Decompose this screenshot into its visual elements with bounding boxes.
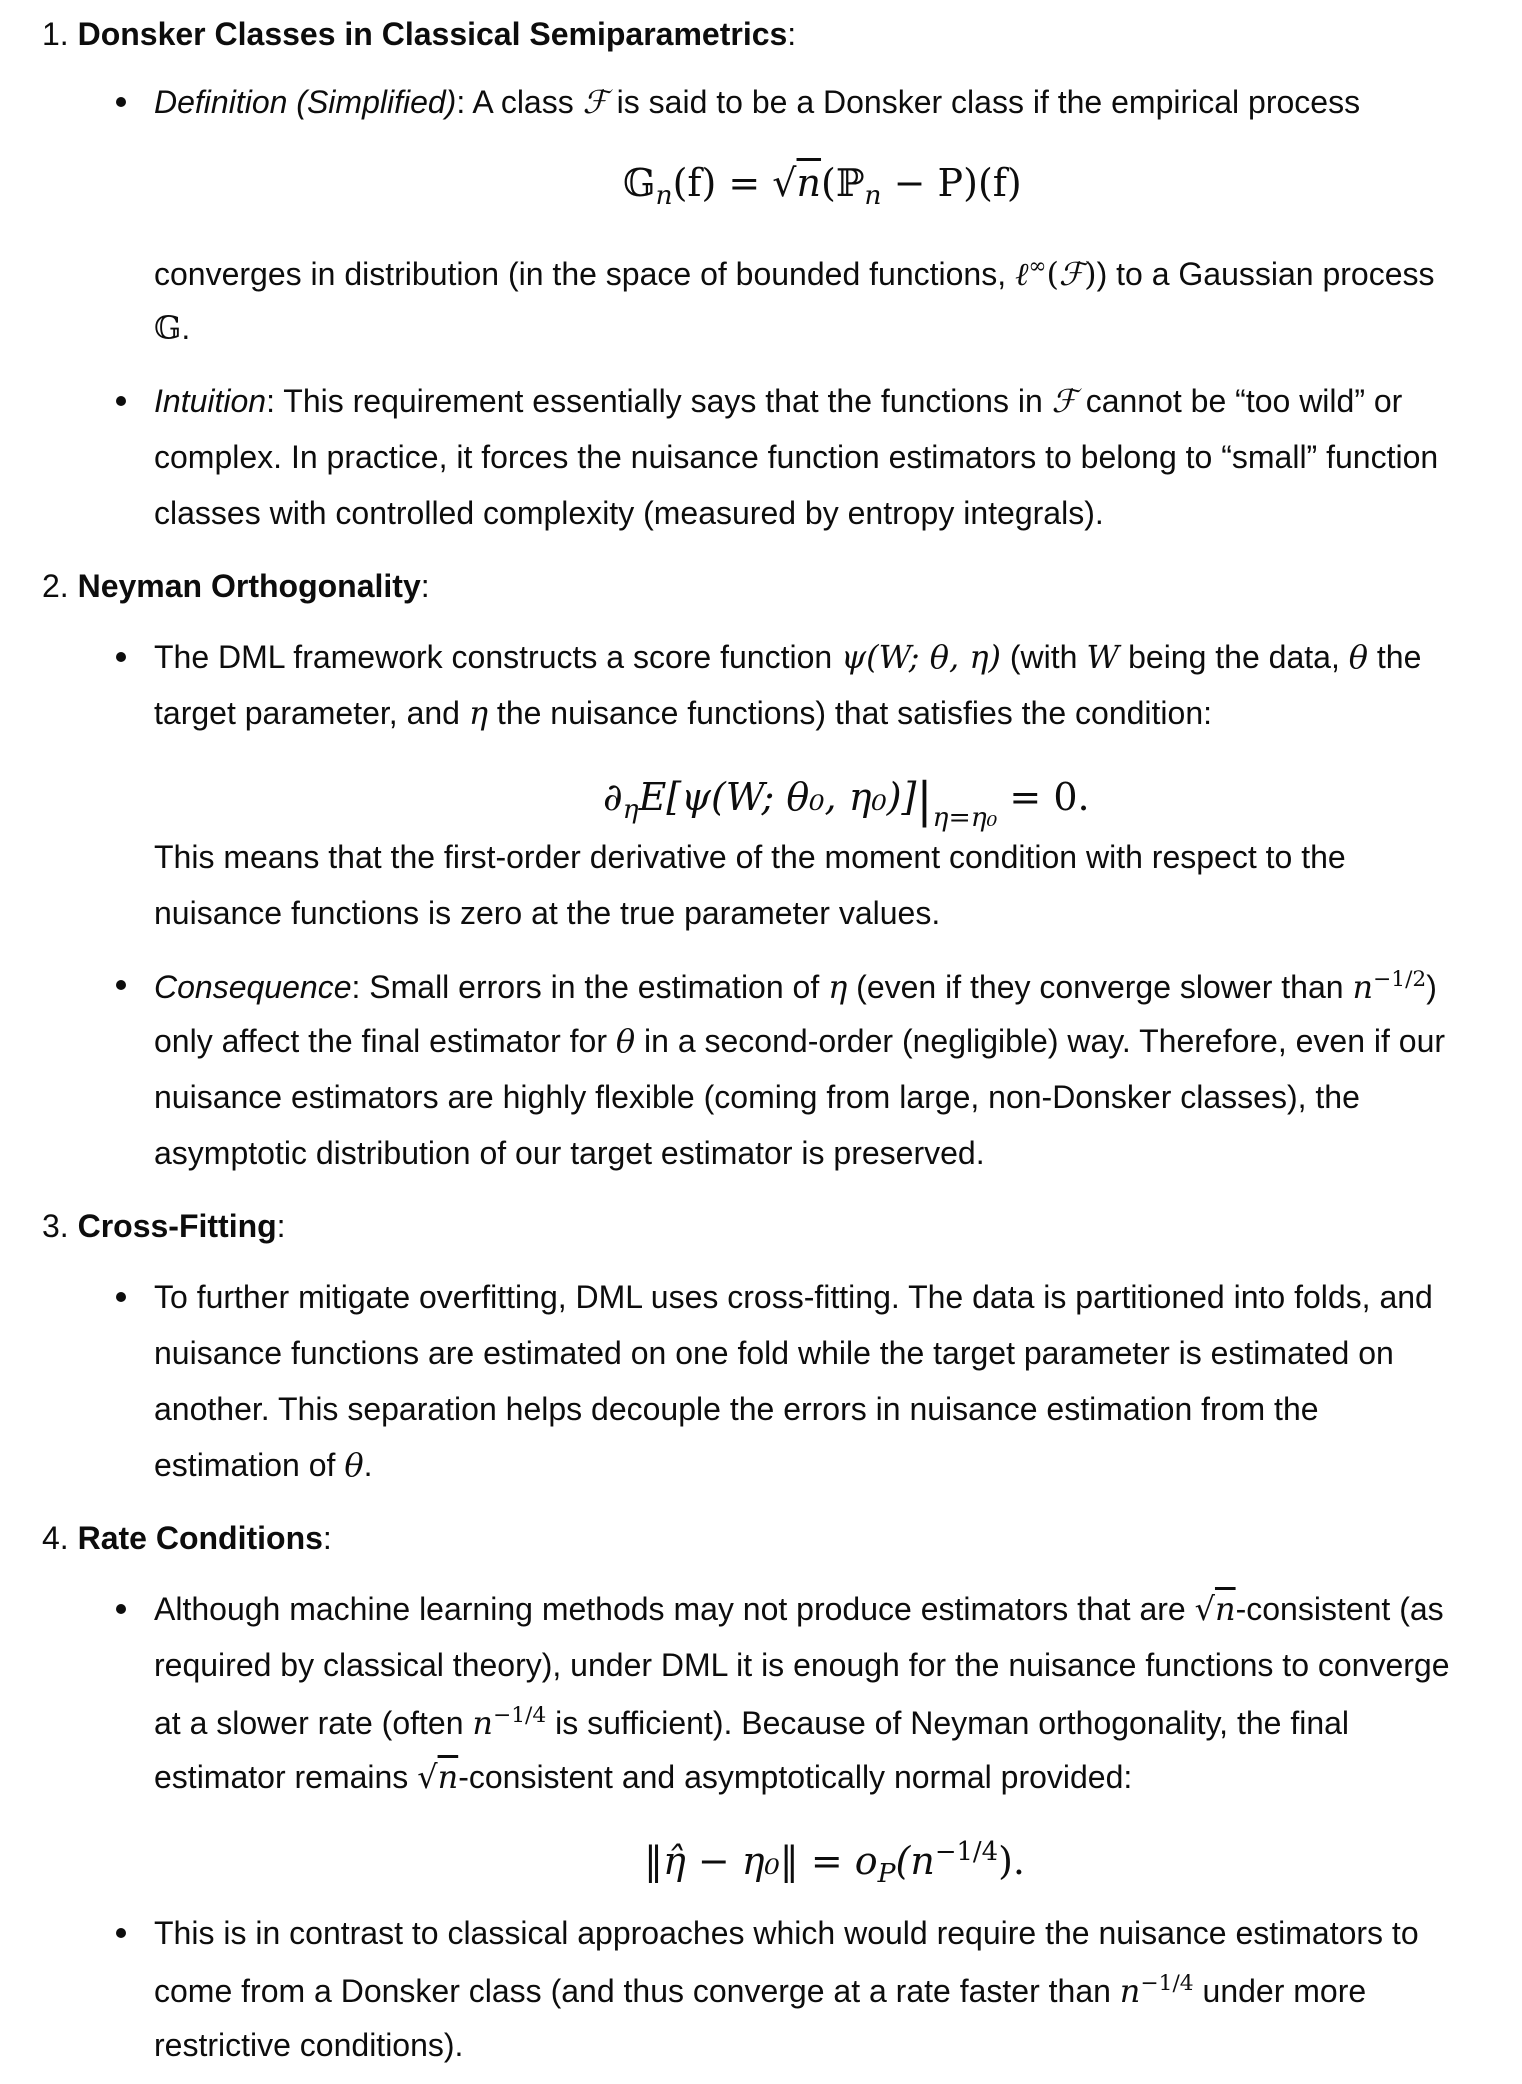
bullet [116,97,126,107]
contrast-line-3: restrictive conditions). [154,2027,464,2063]
bullet [116,980,126,990]
empirical-process-equation: 𝔾$_n$(f) = √n(ℙ$_n$ − P)(f) [623,161,1022,211]
bullet [116,1604,126,1614]
consequence-line-1: Consequence: Small errors in the estimation of η (even if they converge slower than $n^{-1/2}$) [154,967,1437,1006]
item-2-heading: 2. Neyman Orthogonality: [42,568,430,604]
contrast-line-1: This is in contrast to classical approaches which would require the nuisance estimators to [154,1915,1419,1951]
cross-fitting-line-3: another. This separation helps decouple the errors in nuisance estimation from the [154,1391,1319,1427]
meaning-line-1: This means that the first-order derivative of the moment condition with respect to the [154,839,1346,875]
intuition-line-3: classes with controlled complexity (measured by entropy integrals). [154,495,1104,531]
score-function-line: The DML framework constructs a score function ψ(W; θ, η) (with W being the data, θ the [154,638,1422,676]
definition-line: Definition (Simplified): A class ℱ is said to be a Donsker class if the empirical process [154,83,1361,121]
bullet [116,1292,126,1302]
consequence-line-3: nuisance estimators are highly flexible (coming from large, non-Donsker classes), the [154,1079,1360,1115]
rate-line-2: required by classical theory), under DML it is enough for the nuisance functions to converge [154,1647,1450,1683]
contrast-line-2: come from a Donsker class (and thus converge at a rate faster than $n^{-1/4}$ under more [154,1971,1367,2010]
meaning-line-2: nuisance functions is zero at the true parameter values. [154,895,941,931]
item-3-heading: 3. Cross-Fitting: [42,1208,286,1244]
orthogonality-equation: $\partial_\eta E[\psi(W$; θ₀, $\eta_0)]|_{\eta=\eta_0} = 0$. [603,772,1090,833]
intuition-line-2: complex. In practice, it forces the nuisance function estimators to belong to “small” function [154,439,1439,475]
rate-line-4: estimator remains √n-consistent and asymptotically normal provided: [154,1758,1133,1796]
cross-fitting-line-2: nuisance functions are estimated on one fold while the target parameter is estimated on [154,1335,1394,1371]
cross-fitting-line-4: estimation of θ. [154,1446,373,1484]
intuition-line-1: Intuition: This requirement essentially says that the functions in ℱ cannot be “too wild” or [154,382,1403,420]
bullet [116,1928,126,1938]
rate-line-1: Although machine learning methods may not produce estimators that are √n-consistent (as [154,1590,1444,1628]
score-function-line-2: target parameter, and η the nuisance functions) that satisfies the condition: [154,694,1213,732]
rate-line-3: at a slower rate (often $n^{-1/4}$ is sufficient). Because of Neyman orthogonality, the final [154,1703,1350,1742]
convergence-line: converges in distribution (in the space of bounded functions, ℓ∞(ℱ)) to a Gaussian process [154,254,1435,293]
item-1-heading: 1. Donsker Classes in Classical Semiparametrics: [42,16,797,52]
bullet [116,396,126,406]
item-4-heading: 4. Rate Conditions: [42,1520,332,1556]
rate-condition-equation: ‖η̂ − η₀‖ = $o_P(n^{-1/4})$. [644,1837,1025,1890]
consequence-line-2: only affect the final estimator for θ in a second-order (negligible) way. Therefore, even if our [154,1022,1446,1060]
consequence-line-4: asymptotic distribution of our target estimator is preserved. [154,1135,985,1171]
gaussian-process-symbol: 𝔾. [154,309,191,347]
cross-fitting-line-1: To further mitigate overfitting, DML uses cross-fitting. The data is partitioned into folds, and [154,1279,1433,1315]
bullet [116,652,126,662]
